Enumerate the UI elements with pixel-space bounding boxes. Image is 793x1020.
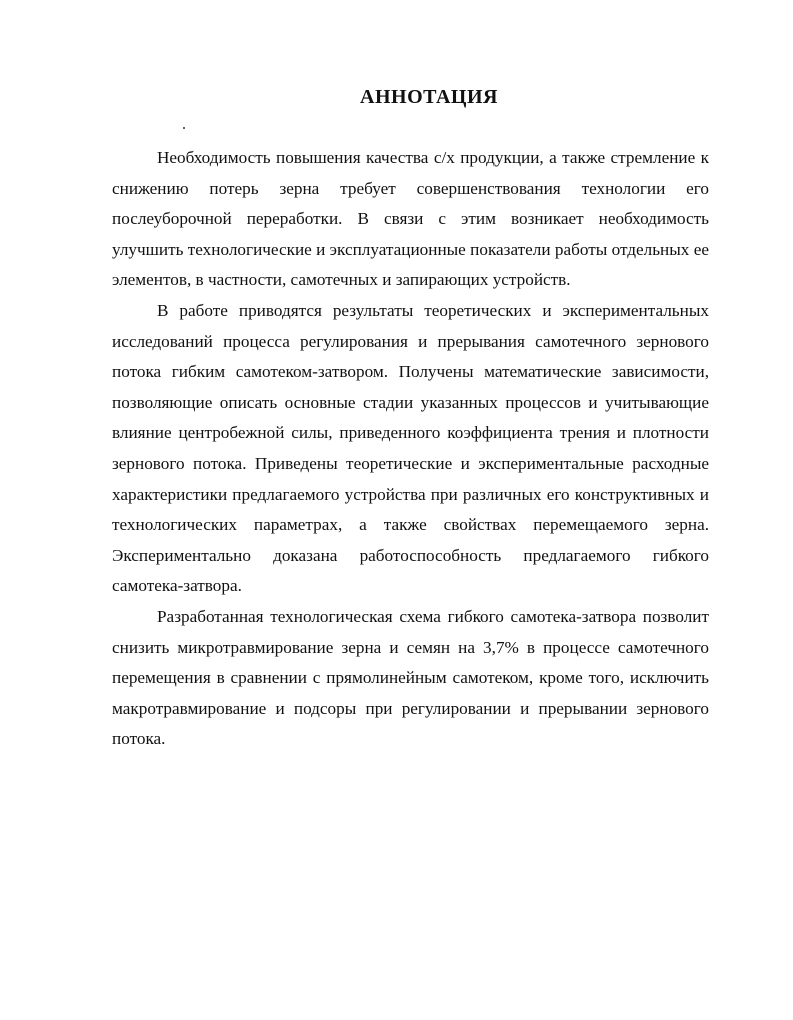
annotation-body <box>112 143 709 755</box>
paragraph-2: В работе приводятся результаты теоретических и экспериментальных исследований процесса регулирования и прерывания самотечного зернового потока гибким самотеком-затвором. Получены математические зависимости, позволяющие описать основные стадии указанных процессов и учитывающие влияние центробежной силы, приведенного коэффициента трения и плотности зернового потока. Приведены теоретические и экспериментальные расходные характеристики предлагаемого устройства при различных его конструктивных и технологических параметрах, а также свойствах перемещаемого зерна. Экспериментально доказана работоспособность предлагаемого гибкого самотека-затвора. <box>112 300 709 596</box>
paragraph-3: Разработанная технологическая схема гибкого самотека-затвора позволит снизить микротравмирование зерна и семян на 3,7% в процессе самотечного перемещения в сравнении с прямолинейным самотеком, кроме того, исключить макротравмирование и подсоры при регулировании и прерывании зернового потока. <box>112 606 709 749</box>
page-title: АННОТАЦИЯ <box>360 86 498 108</box>
scan-speck <box>183 127 185 129</box>
paragraph-1: Необходимость повышения качества с/х продукции, а также стремление к снижению потерь зерна требует совершенствования технологии его послеуборочной переработки. В связи с этим возникает необходимость улучшить технологические и эксплуатационные показатели работы отдельных ее элементов, в частности, самотечных и запирающих устройств. <box>112 148 709 290</box>
